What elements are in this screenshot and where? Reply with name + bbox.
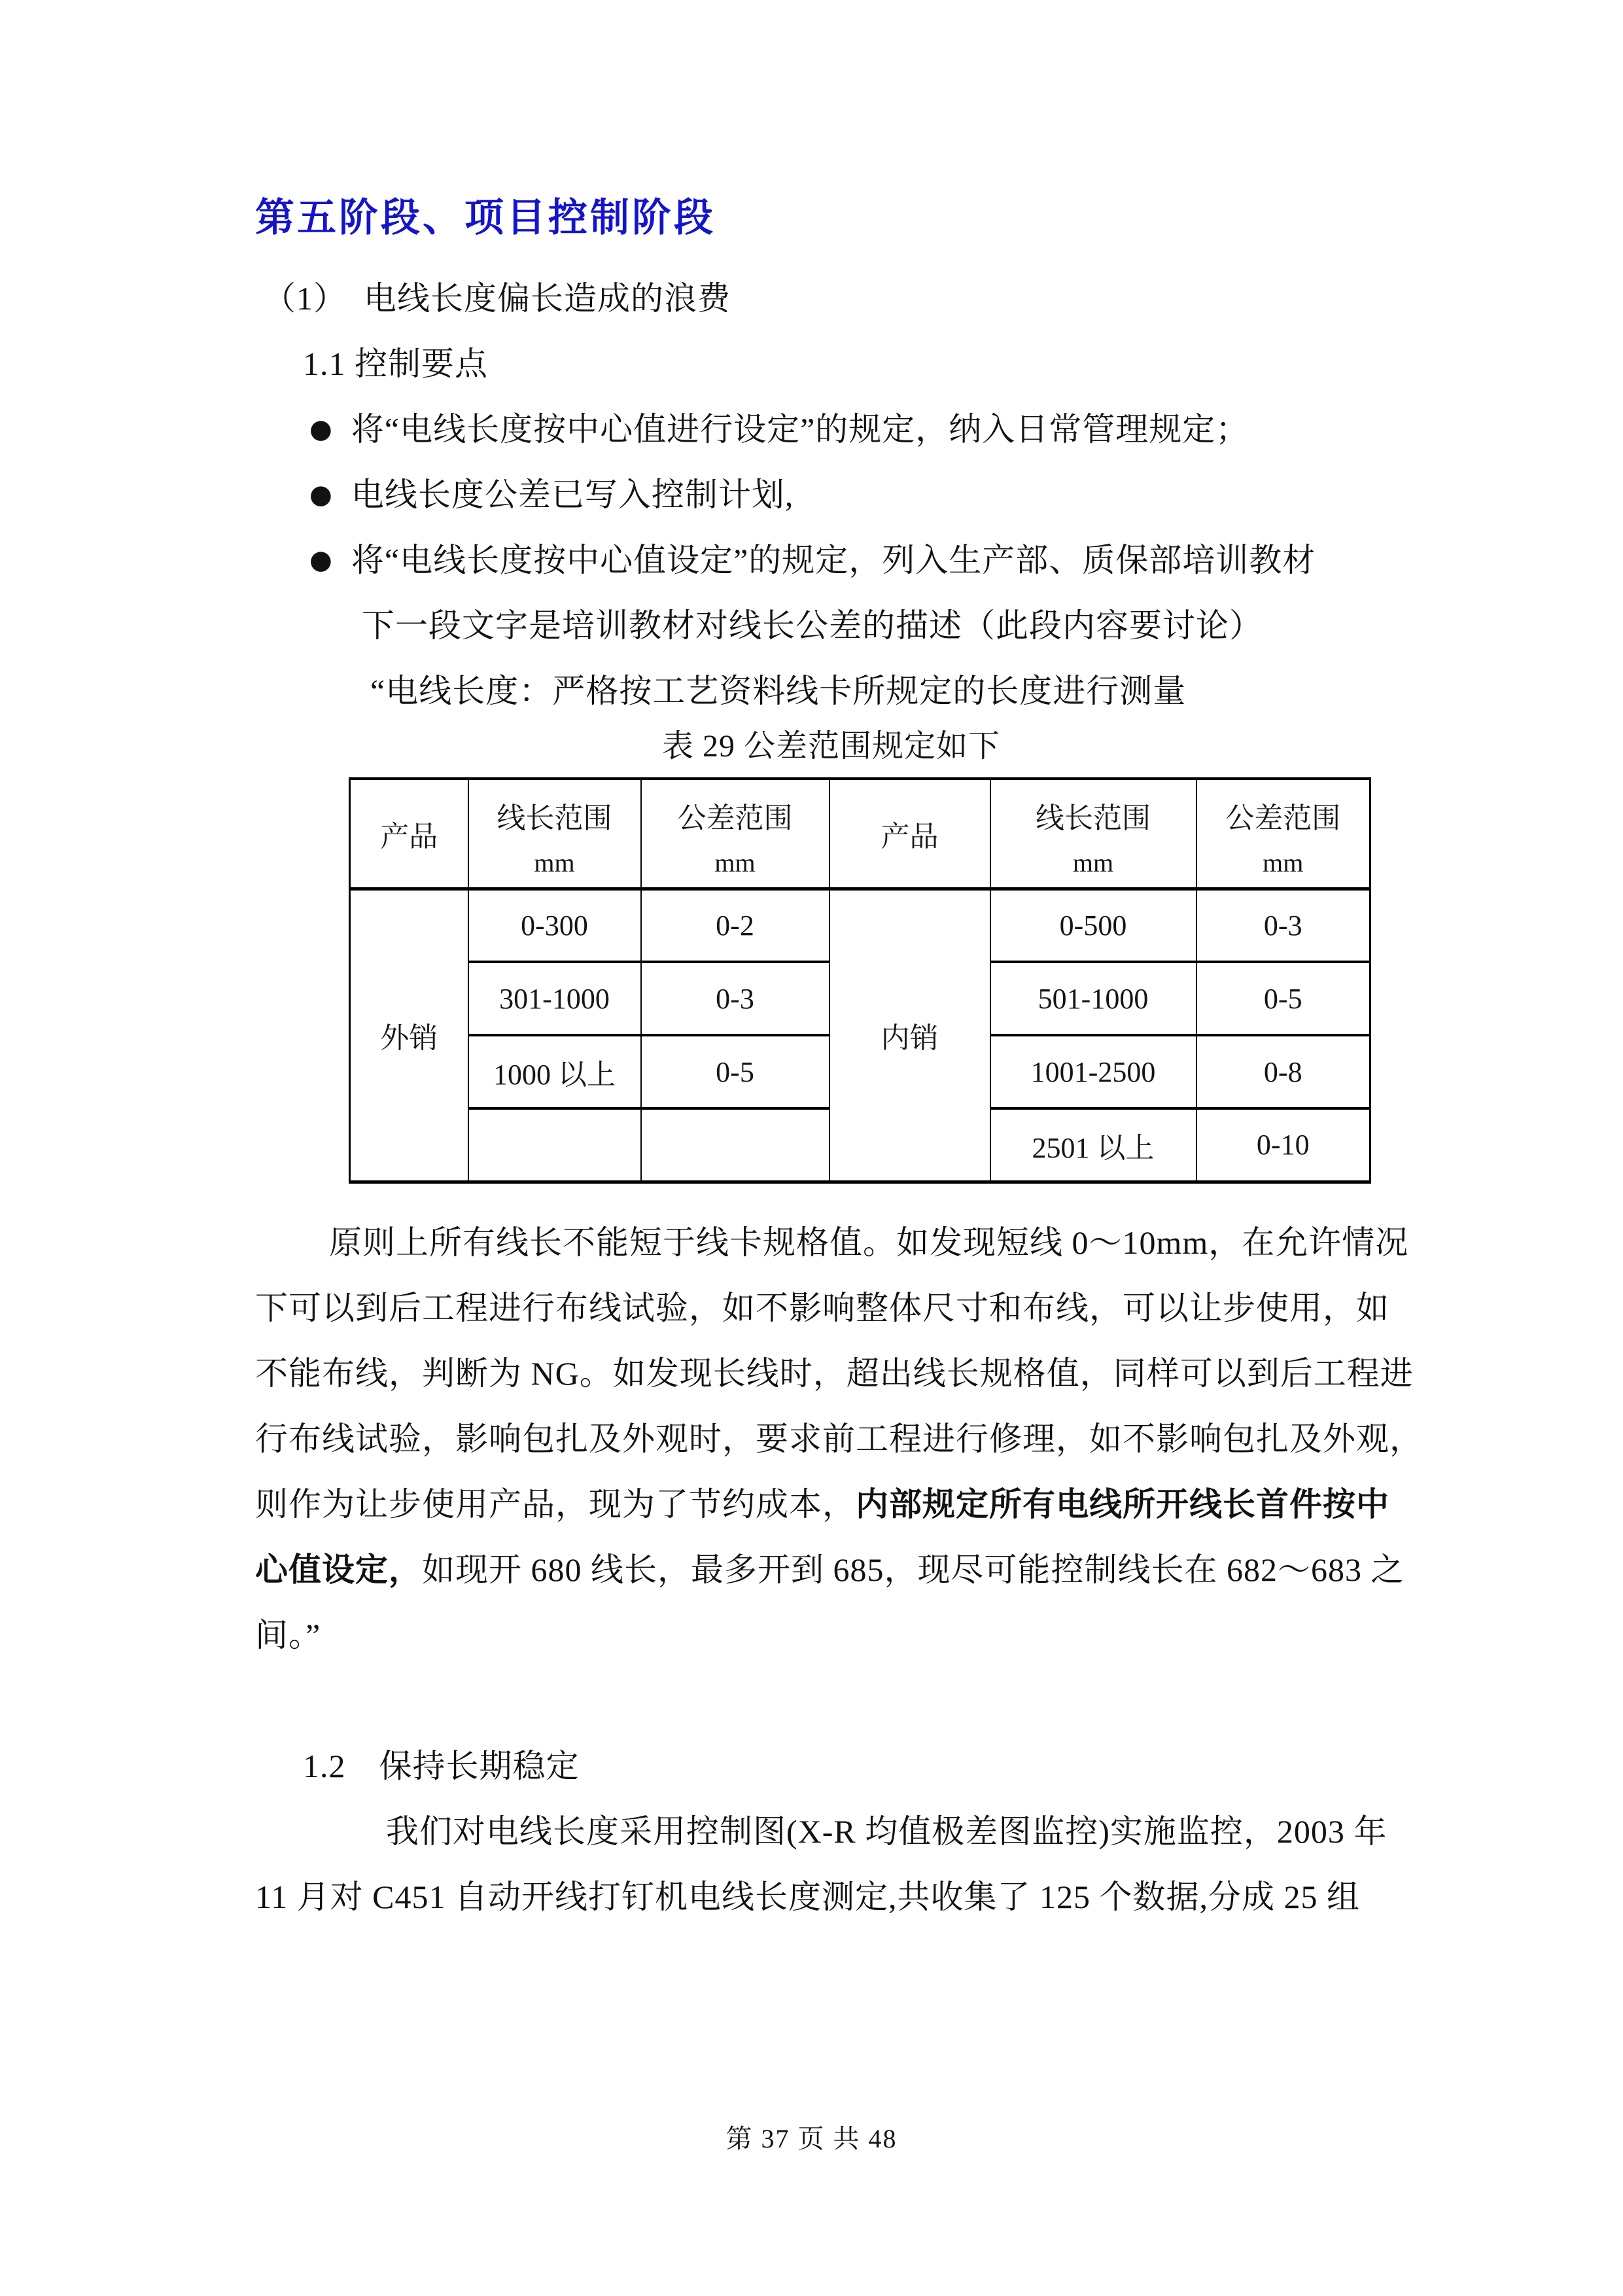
domestic-length-cell: 1001-2500 (990, 1035, 1196, 1108)
header-tolerance-label: 公差范围 (677, 802, 793, 834)
domestic-tolerance-cell: 0-3 (1196, 889, 1370, 962)
header-tolerance-export (641, 779, 829, 889)
header-length-domestic (990, 779, 1196, 889)
bullet-item-2 (255, 462, 1407, 527)
section-1-1-heading: 1.1 控制要点 (303, 345, 488, 382)
page-footer: 第 37 页 共 48 (725, 2123, 898, 2153)
tolerance-table (349, 777, 1371, 1184)
header-length-label: 线长范围 (497, 802, 612, 834)
bullet-item-3 (255, 527, 1407, 593)
quote-line: “电线长度：严格按工艺资料线卡所规定的长度进行测量 (370, 673, 1187, 709)
paragraph-line (255, 1537, 1407, 1602)
domestic-length-cell: 0-500 (990, 889, 1196, 962)
bullet-icon: ● (309, 480, 333, 510)
table-caption: 表 29 公差范围规定如下 (661, 729, 1000, 764)
header-tolerance-label: 公差范围 (1225, 802, 1341, 834)
paragraph-line: 不能布线，判断为 NG。如发现长线时，超出线长规格值，同样可以到后工程进 (255, 1354, 1414, 1392)
bullet-text: 电线长度公差已写入控制计划, (351, 476, 794, 513)
header-product-export: 产品 (350, 779, 468, 889)
paragraph-line: 11 月对 C451 自动开线打钉机电线长度测定,共收集了 125 个数据,分成 25 组 (255, 1878, 1360, 1915)
paragraph-bold-text: 心值设定， (255, 1551, 422, 1588)
page-title: 第五阶段、项目控制阶段 (255, 196, 716, 239)
export-label-cell: 外销 (350, 889, 468, 1182)
export-length-cell: 301-1000 (468, 962, 641, 1035)
header-tolerance-domestic (1196, 779, 1370, 889)
header-length-label: 线长范围 (1036, 802, 1151, 834)
bullet-item-1 (255, 397, 1407, 462)
bullet-text: 将“电线长度按中心值设定”的规定，列入生产部、质保部培训教材 (351, 542, 1316, 578)
paragraph-line: 原则上所有线长不能短于线卡规格值。如发现短线 0～10mm，在允许情况 (329, 1224, 1409, 1261)
export-tolerance-cell: 0-2 (641, 889, 829, 962)
domestic-length-cell: 2501 以上 (990, 1108, 1196, 1182)
paragraph-line: 行布线试验，影响包扎及外观时，要求前工程进行修理，如不影响包扎及外观， (255, 1420, 1423, 1457)
tolerance-table-wrapper (349, 777, 1407, 1184)
header-product-domestic: 产品 (829, 779, 990, 889)
header-tolerance-unit: mm (714, 847, 756, 877)
paragraph-line: 我们对电线长度采用控制图(X-R 均值极差图监控)实施监控，2003 年 (386, 1812, 1387, 1850)
section-1-2-heading: 1.2 保持长期稳定 (303, 1747, 580, 1784)
export-length-cell: 0-300 (468, 889, 641, 962)
header-length-unit: mm (534, 847, 575, 877)
export-tolerance-cell: 0-5 (641, 1035, 829, 1108)
paragraph-line: 下可以到后工程进行布线试验，如不影响整体尺寸和布线，可以让步使用，如 (255, 1289, 1389, 1326)
export-length-cell (468, 1108, 641, 1182)
paragraph-text: 则作为让步使用产品，现为了节约成本， (255, 1485, 856, 1523)
header-length-unit: mm (1072, 847, 1114, 877)
domestic-tolerance-cell: 0-10 (1196, 1108, 1370, 1182)
bullet-icon: ● (309, 545, 333, 575)
export-tolerance-cell (641, 1108, 829, 1182)
item-1-line: （1） 电线长度偏长造成的浪费 (263, 280, 731, 317)
paragraph-text: 如现开 680 线长，最多开到 685，现尽可能控制线长在 682～683 之 (422, 1551, 1405, 1588)
paragraph-line (255, 1472, 1407, 1537)
domestic-length-cell: 501-1000 (990, 962, 1196, 1035)
paragraph-bold-text: 内部规定所有电线所开线长首件按中 (856, 1485, 1389, 1523)
export-tolerance-cell: 0-3 (641, 962, 829, 1035)
table-header-row (350, 779, 1370, 889)
domestic-label-cell: 内销 (829, 889, 990, 1182)
table-row (350, 889, 1370, 962)
header-tolerance-unit: mm (1263, 847, 1304, 877)
bullet-icon: ● (309, 414, 333, 444)
bullet-3-continuation: 下一段文字是培训教材对线长公差的描述（此段内容要讨论） (362, 607, 1263, 644)
domestic-tolerance-cell: 0-8 (1196, 1035, 1370, 1108)
header-length-export (468, 779, 641, 889)
bullet-text: 将“电线长度按中心值进行设定”的规定，纳入日常管理规定； (351, 411, 1249, 448)
export-length-cell: 1000 以上 (468, 1035, 641, 1108)
domestic-tolerance-cell: 0-5 (1196, 962, 1370, 1035)
paragraph-line: 间。” (255, 1616, 321, 1653)
